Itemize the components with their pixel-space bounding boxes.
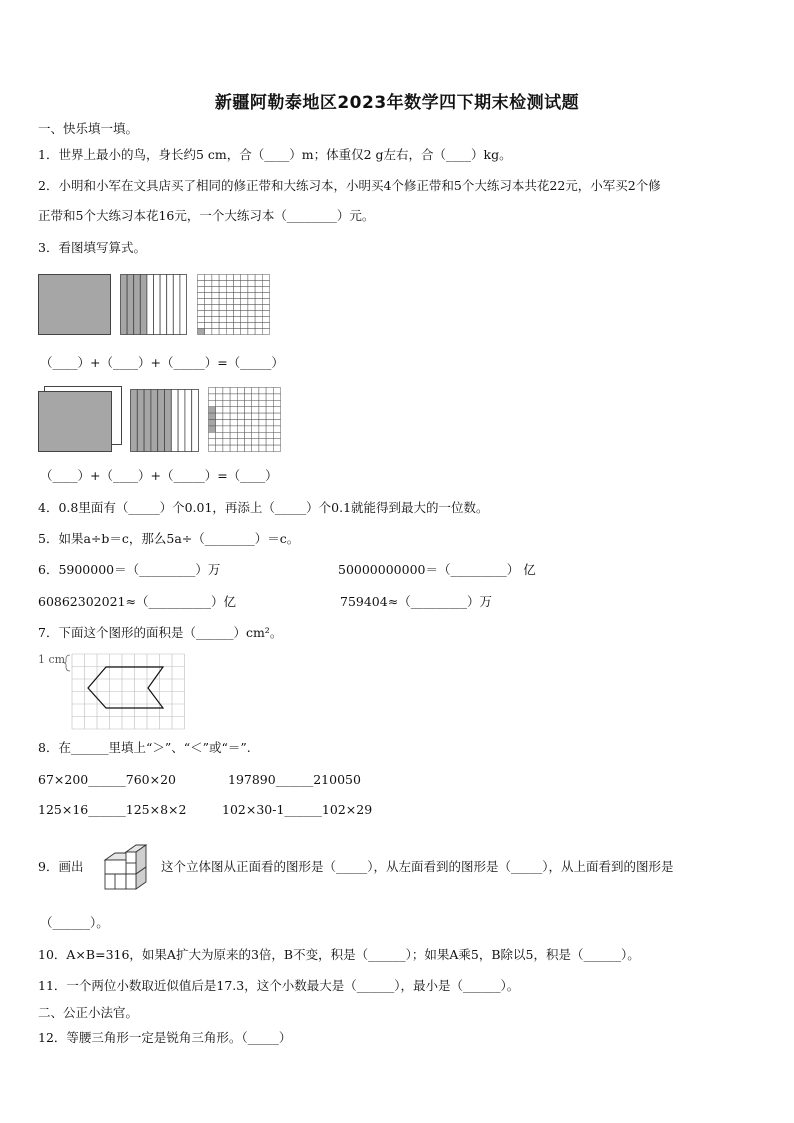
grid-cell [226,311,233,317]
grid-cell [212,317,219,323]
question-11: 11．一个两位小数取近似值后是17.3，这个小数最大是（______），最小是（______）。 [38,978,520,993]
grid-cell [273,388,280,394]
grid-cell [216,445,223,451]
grid-cell [259,400,266,406]
grid-cell [212,311,219,317]
grid-cell [205,287,212,293]
question-3: 3．看图填写算式。 [38,240,146,255]
grid-cell [216,407,223,413]
tenth-strip [160,275,167,335]
tenth-strip [173,275,180,335]
grid-cell [255,293,262,299]
question-9: 这个立体图从正面看的图形是（_____），从左面看到的图形是（_____），从上面看到的图形是 [161,859,674,874]
grid-cell [266,400,273,406]
tenth-strip [180,275,187,335]
grid-cell [273,420,280,426]
tenth-strip [154,275,161,335]
grid-cell [262,287,269,293]
tenth-strip [134,275,141,335]
grid-cell [234,329,241,335]
question-8c: 125×16______125×8×2 [38,802,187,817]
grid-cell [212,281,219,287]
q7-grid-lines [72,654,185,729]
q3-figure-row-1 [38,272,278,338]
q3-hundredths-grid-2 [209,388,281,452]
tenth-strip [178,390,185,452]
grid-cell [255,323,262,329]
grid-cell [234,323,241,329]
grid-cell [248,323,255,329]
grid-cell [266,407,273,413]
grid-cell [234,299,241,305]
grid-cell [219,329,226,335]
grid-cell [262,311,269,317]
tenth-strip [121,275,128,335]
grid-cell [198,281,205,287]
grid-cell [234,287,241,293]
grid-cell [255,299,262,305]
grid-cell [219,311,226,317]
grid-cell [237,400,244,406]
page-title: 新疆阿勒泰地区2023年数学四下期末检测试题 [214,93,580,113]
tenth-strip [192,390,199,452]
grid-cell [212,323,219,329]
grid-cell [248,281,255,287]
grid-cell [255,287,262,293]
q9-cube-figure [98,838,162,896]
grid-cell [248,317,255,323]
grid-cell [241,305,248,311]
grid-cell [255,281,262,287]
tenth-strip [147,275,154,335]
q7-scale-label: 1 cm [38,653,66,666]
grid-cell [248,329,255,335]
grid-cell [273,413,280,419]
grid-cell [259,426,266,432]
question-8: 8．在______里填上“＞”、“＜”或“＝”. [38,740,251,755]
grid-cell [262,305,269,311]
grid-cell [209,413,216,419]
grid-cell [212,329,219,335]
grid-cell [252,445,259,451]
grid-cell [266,432,273,438]
grid-cell [252,420,259,426]
grid-cell [205,305,212,311]
grid-cell [248,311,255,317]
grid-cell [241,287,248,293]
grid-cell [252,394,259,400]
question-3-equation-2: （____）+（____）+（_____）=（____） [40,468,278,483]
section-2-heading: 二、公正小法官。 [38,1005,139,1020]
grid-cell [273,439,280,445]
grid-cell [255,311,262,317]
grid-cell [223,432,230,438]
grid-cell [245,445,252,451]
question-8d: 102×30-1______102×29 [222,802,373,817]
grid-cell [226,323,233,329]
grid-cell [241,275,248,281]
grid-cell [273,394,280,400]
grid-cell [223,426,230,432]
grid-cell [226,293,233,299]
grid-cell [241,293,248,299]
grid-cell [245,394,252,400]
grid-cell [241,317,248,323]
grid-cell [230,413,237,419]
grid-cell [219,293,226,299]
grid-cell [209,407,216,413]
grid-cell [255,275,262,281]
grid-cell [248,305,255,311]
grid-cell [209,394,216,400]
question-10: 10．A×B=316，如果A扩大为原来的3倍，B不变，积是（______）；如果A乘5，B除以5，积是（______）。 [38,947,640,962]
grid-cell [198,299,205,305]
grid-cell [230,420,237,426]
grid-cell [266,420,273,426]
grid-cell [248,299,255,305]
grid-cell [255,317,262,323]
grid-cell [219,323,226,329]
grid-cell [241,299,248,305]
grid-cell [219,317,226,323]
tenth-strip [144,390,151,452]
tenth-strip [185,390,192,452]
q3-full-square [39,275,111,335]
grid-cell [248,287,255,293]
grid-cell [237,445,244,451]
grid-cell [266,394,273,400]
q3-hundredths-grid [198,275,270,335]
grid-cell [223,445,230,451]
question-8a: 67×200______760×20 [38,772,176,787]
grid-cell [212,293,219,299]
question-4: 4．0.8里面有（_____）个0.01，再添上（_____）个0.1就能得到最大的一位数。 [38,500,489,515]
grid-cell [205,311,212,317]
grid-cell [259,388,266,394]
grid-cell [234,275,241,281]
grid-cell [205,281,212,287]
grid-cell [252,426,259,432]
grid-cell [212,287,219,293]
grid-cell [209,445,216,451]
grid-cell [234,281,241,287]
grid-cell [230,394,237,400]
grid-cell [262,299,269,305]
grid-cell [198,311,205,317]
grid-cell [259,432,266,438]
grid-cell [198,329,205,335]
q7-scale-brace [64,655,70,671]
grid-cell [252,407,259,413]
grid-cell [230,400,237,406]
grid-cell [245,400,252,406]
grid-cell [245,413,252,419]
grid-cell [273,407,280,413]
q7-shape [88,667,163,708]
tenth-strip [131,390,138,452]
tenth-strip [171,390,178,452]
grid-cell [259,445,266,451]
q3-figure-row-2 [38,384,288,454]
grid-cell [241,311,248,317]
grid-cell [273,432,280,438]
grid-cell [252,388,259,394]
grid-cell [273,426,280,432]
grid-cell [262,329,269,335]
grid-cell [198,305,205,311]
grid-cell [230,388,237,394]
grid-cell [234,311,241,317]
grid-cell [226,305,233,311]
question-2-line-2: 正带和5个大练习本花16元，一个大练习本（________）元。 [38,208,375,223]
grid-cell [237,439,244,445]
grid-cell [237,407,244,413]
grid-cell [223,439,230,445]
grid-cell [248,275,255,281]
question-9-prefix: 9．画出 [38,859,84,874]
grid-cell [198,293,205,299]
grid-cell [223,420,230,426]
grid-cell [252,400,259,406]
grid-cell [230,445,237,451]
question-2-line-1: 2．小明和小军在文具店买了相同的修正带和大练习本，小明买4个修正带和5个大练习本共花22元，小军买2个修 [38,178,661,193]
q3-front-square [39,392,112,452]
question-3-equation-1: （____）+（____）+（_____）=（_____） [40,355,284,370]
grid-cell [219,305,226,311]
grid-cell [262,293,269,299]
q7-grid-figure [64,652,184,732]
tenth-strip [167,275,174,335]
grid-cell [259,439,266,445]
grid-cell [219,299,226,305]
grid-cell [212,305,219,311]
grid-cell [209,400,216,406]
grid-cell [262,281,269,287]
question-6a: 6．5900000＝（_________）万 [38,562,221,577]
grid-cell [226,281,233,287]
grid-cell [219,275,226,281]
grid-cell [262,317,269,323]
grid-cell [230,432,237,438]
grid-cell [273,445,280,451]
q3-tenths-strips-2 [131,390,199,452]
tenth-strip [151,390,158,452]
grid-cell [216,388,223,394]
grid-cell [212,275,219,281]
grid-cell [223,400,230,406]
grid-cell [219,281,226,287]
grid-cell [198,287,205,293]
grid-cell [259,413,266,419]
grid-cell [205,323,212,329]
grid-cell [252,432,259,438]
question-12: 12．等腰三角形一定是锐角三角形。（_____） [38,1030,292,1045]
grid-cell [205,293,212,299]
grid-cell [237,426,244,432]
tenth-strip [140,275,147,335]
grid-cell [205,275,212,281]
grid-cell [216,420,223,426]
grid-cell [198,323,205,329]
grid-cell [223,394,230,400]
grid-cell [234,317,241,323]
grid-cell [205,329,212,335]
grid-cell [245,439,252,445]
grid-cell [266,388,273,394]
grid-cell [266,426,273,432]
grid-cell [226,329,233,335]
grid-cell [230,407,237,413]
grid-cell [273,400,280,406]
question-8b: 197890______210050 [228,772,361,787]
grid-cell [245,420,252,426]
grid-cell [226,275,233,281]
grid-cell [209,432,216,438]
grid-cell [209,388,216,394]
question-7: 7．下面这个图形的面积是（______）cm²。 [38,625,283,640]
grid-cell [266,439,273,445]
grid-cell [209,420,216,426]
grid-cell [230,439,237,445]
question-5: 5．如果a÷b＝c，那么5a÷（________）＝c。 [38,531,300,546]
grid-cell [252,413,259,419]
grid-cell [248,293,255,299]
grid-cell [230,426,237,432]
grid-cell [216,432,223,438]
grid-cell [262,323,269,329]
grid-cell [216,439,223,445]
grid-cell [237,388,244,394]
grid-cell [226,299,233,305]
tenth-strip [137,390,144,452]
grid-cell [245,388,252,394]
grid-cell [259,420,266,426]
grid-cell [237,413,244,419]
grid-cell [209,439,216,445]
grid-cell [223,388,230,394]
question-9-tail: （______）。 [40,915,109,930]
grid-cell [216,394,223,400]
question-6b: 50000000000＝（_________） 亿 [338,562,536,577]
grid-cell [205,299,212,305]
grid-cell [259,407,266,413]
grid-cell [245,407,252,413]
grid-cell [259,394,266,400]
grid-cell [212,299,219,305]
grid-cell [216,400,223,406]
grid-cell [226,317,233,323]
grid-cell [241,323,248,329]
question-6d: 759404≈（_________）万 [340,594,492,609]
grid-cell [205,317,212,323]
grid-cell [245,432,252,438]
grid-cell [198,317,205,323]
grid-cell [198,275,205,281]
grid-cell [241,329,248,335]
question-1: 1．世界上最小的鸟，身长约5 cm，合（____）m；体重仅2 g左右，合（____）kg。 [38,147,512,162]
grid-cell [219,287,226,293]
question-6c: 60862302021≈（__________）亿 [38,594,236,609]
grid-cell [255,329,262,335]
grid-cell [234,293,241,299]
grid-cell [216,426,223,432]
tenth-strip [165,390,172,452]
q3-tenths-strips [121,275,187,335]
grid-cell [223,413,230,419]
grid-cell [237,420,244,426]
grid-cell [241,281,248,287]
grid-cell [209,426,216,432]
grid-cell [262,275,269,281]
tenth-strip [127,275,134,335]
grid-cell [237,394,244,400]
grid-cell [255,305,262,311]
section-1-heading: 一、快乐填一填。 [38,121,139,136]
grid-cell [223,407,230,413]
grid-cell [245,426,252,432]
grid-cell [216,413,223,419]
tenth-strip [158,390,165,452]
grid-cell [252,439,259,445]
grid-cell [226,287,233,293]
grid-cell [237,432,244,438]
grid-cell [234,305,241,311]
grid-cell [266,413,273,419]
grid-cell [266,445,273,451]
